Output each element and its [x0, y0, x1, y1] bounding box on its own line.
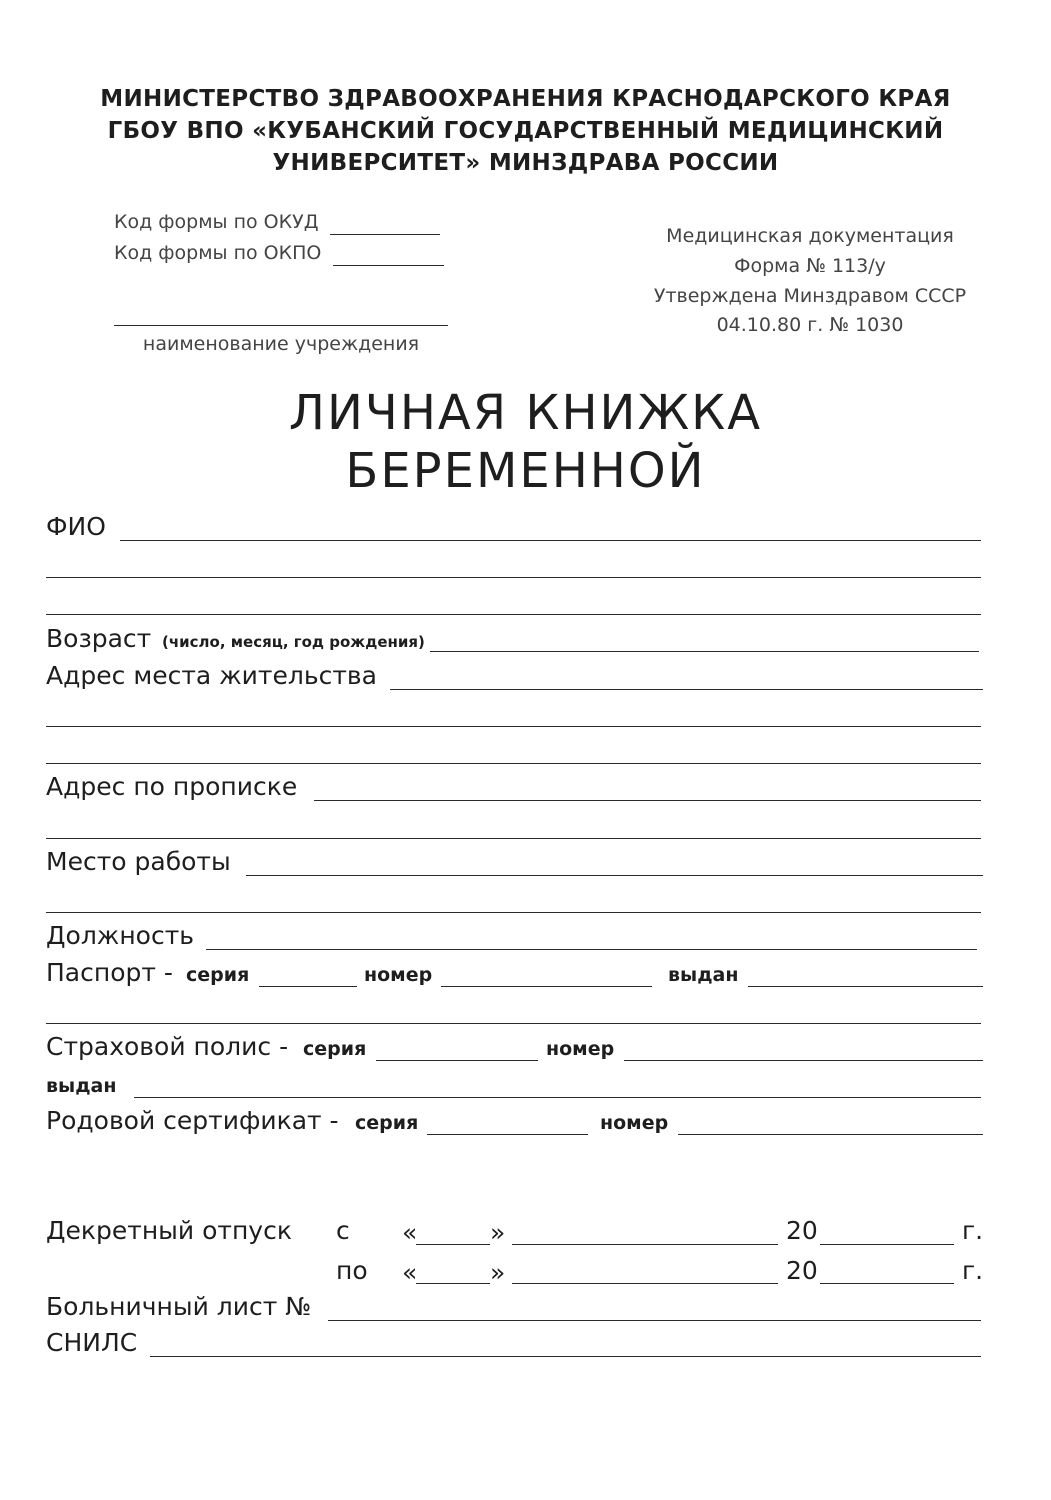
age-hint: (число, месяц, год рождения) [162, 633, 425, 651]
leave-label: Декретный отпуск [46, 1216, 292, 1245]
leave-to-quote-open: « [402, 1258, 418, 1287]
policy-series-field[interactable] [376, 1060, 538, 1061]
okud-label: Код формы по ОКУД [114, 211, 319, 233]
medical-doc-label: Медицинская документация [666, 225, 954, 247]
policy-issued-label: выдан [46, 1075, 117, 1097]
passport-label: Паспорт - [46, 958, 173, 987]
okud-field[interactable] [330, 234, 440, 235]
form-number: Форма № 113/у [734, 255, 886, 277]
page-title-2: БЕРЕМЕННОЙ [345, 443, 706, 499]
fio-field-3[interactable] [46, 614, 981, 615]
certificate-label: Родовой сертификат - [46, 1106, 339, 1135]
policy-label: Страховой полис - [46, 1032, 289, 1061]
leave-to-year-field[interactable] [820, 1283, 954, 1284]
leave-to-label: по [336, 1256, 368, 1285]
passport-series-label: серия [186, 964, 250, 986]
leave-from-month-field[interactable] [512, 1244, 778, 1245]
passport-number-field[interactable] [441, 986, 652, 987]
passport-issued-label: выдан [668, 964, 739, 986]
passport-series-field[interactable] [259, 986, 357, 987]
okpo-field[interactable] [333, 265, 444, 266]
certificate-series-label: серия [355, 1112, 419, 1134]
passport-number-label: номер [364, 964, 433, 986]
leave-to-day-field[interactable] [416, 1283, 490, 1284]
leave-from-quote-open: « [402, 1218, 418, 1247]
ministry-line: МИНИСТЕРСТВО ЗДРАВООХРАНЕНИЯ КРАСНОДАРСКОГО КРАЯ [100, 86, 951, 112]
institution-field[interactable] [114, 325, 448, 326]
workplace-field-2[interactable] [46, 912, 981, 913]
leave-from-year-suffix: г. [962, 1216, 984, 1245]
fio-label: ФИО [46, 512, 106, 541]
approval-label: Утверждена Минздравом СССР [653, 285, 967, 307]
leave-from-year-field[interactable] [820, 1244, 954, 1245]
passport-issued-field-2[interactable] [46, 1023, 981, 1024]
snils-field[interactable] [150, 1356, 981, 1357]
registration-field[interactable] [314, 800, 981, 801]
approval-date: 04.10.80 г. № 1030 [716, 314, 904, 336]
leave-to-year-prefix: 20 [786, 1256, 818, 1285]
fio-field[interactable] [120, 540, 981, 541]
workplace-label: Место работы [46, 847, 231, 876]
leave-from-quote-close: » [490, 1218, 506, 1247]
university-line: ГБОУ ВПО «КУБАНСКИЙ ГОСУДАРСТВЕННЫЙ МЕДИЦИНСКИЙ [107, 118, 944, 144]
passport-issued-field[interactable] [748, 986, 983, 987]
snils-label: СНИЛС [46, 1328, 138, 1357]
policy-issued-field[interactable] [134, 1097, 981, 1098]
institution-caption: наименование учреждения [142, 333, 420, 355]
address-field-3[interactable] [46, 763, 981, 764]
policy-number-label: номер [546, 1038, 615, 1060]
registration-field-2[interactable] [46, 838, 981, 839]
leave-to-month-field[interactable] [512, 1283, 778, 1284]
certificate-number-field[interactable] [678, 1134, 983, 1135]
leave-from-label: с [336, 1216, 350, 1245]
sick-leave-field[interactable] [328, 1320, 981, 1321]
leave-from-year-prefix: 20 [786, 1216, 818, 1245]
registration-label: Адрес по прописке [46, 772, 298, 801]
age-field[interactable] [430, 651, 979, 652]
leave-to-year-suffix: г. [962, 1256, 984, 1285]
page-title: ЛИЧНАЯ КНИЖКА [288, 385, 763, 441]
policy-series-label: серия [303, 1038, 367, 1060]
leave-from-day-field[interactable] [416, 1244, 490, 1245]
workplace-field[interactable] [246, 875, 983, 876]
address-field-2[interactable] [46, 726, 981, 727]
okpo-label: Код формы по ОКПО [114, 242, 322, 264]
position-label: Должность [46, 921, 195, 950]
certificate-number-label: номер [600, 1112, 669, 1134]
address-field[interactable] [390, 689, 983, 690]
age-label: Возраст [46, 624, 152, 653]
certificate-series-field[interactable] [427, 1134, 588, 1135]
sick-leave-label: Больничный лист № [46, 1292, 312, 1321]
leave-to-quote-close: » [490, 1258, 506, 1287]
position-field[interactable] [206, 949, 977, 950]
policy-number-field[interactable] [624, 1060, 983, 1061]
university-line-2: УНИВЕРСИТЕТ» МИНЗДРАВА РОССИИ [272, 150, 779, 176]
address-label: Адрес места жительства [46, 661, 377, 690]
fio-field-2[interactable] [46, 577, 981, 578]
